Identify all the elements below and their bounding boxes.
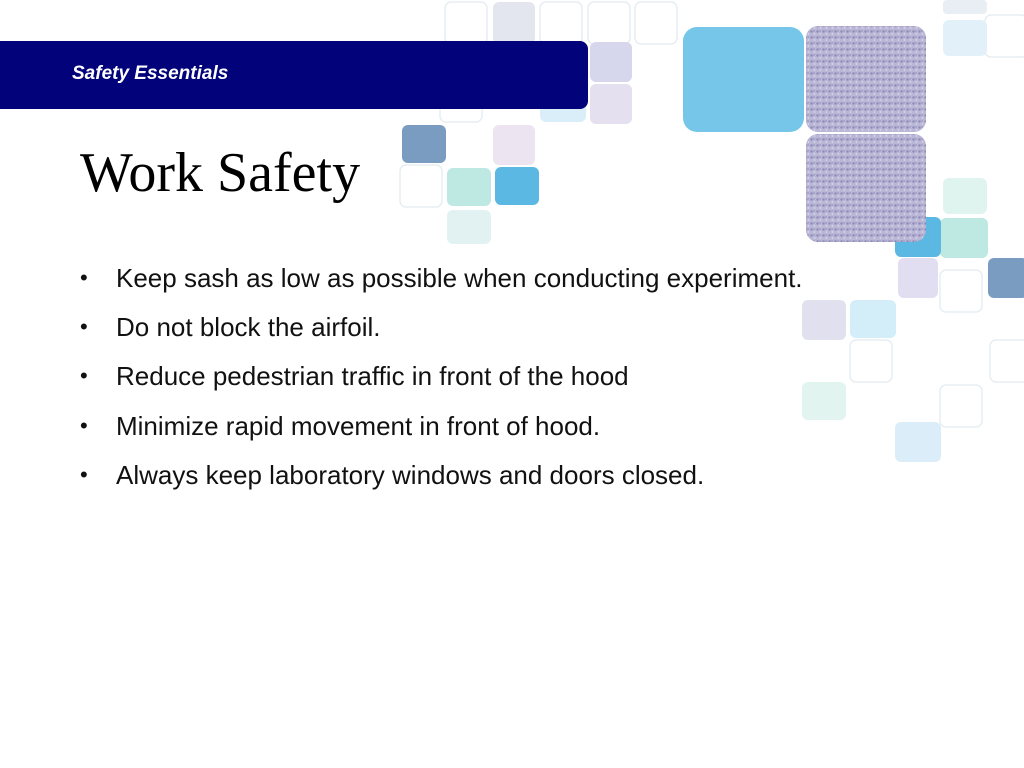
outline-square (540, 2, 582, 44)
accent-square (402, 125, 446, 163)
list-item (76, 457, 956, 506)
accent-square-large (683, 27, 804, 132)
outline-square (400, 165, 442, 207)
accent-square (495, 167, 539, 205)
tint-square (940, 218, 988, 258)
list-item (76, 408, 956, 457)
bullet-text: Do not block the airfoil. (116, 312, 381, 343)
outline-square (588, 2, 630, 44)
list-item (76, 309, 956, 358)
tint-square (943, 178, 987, 214)
bullet-list (76, 260, 956, 506)
bullet-text: Keep sash as low as possible when conducting experiment. (116, 263, 803, 293)
list-item (76, 358, 956, 407)
slide-title: Work Safety (80, 142, 361, 204)
textured-square (806, 134, 926, 242)
bullet-text: Reduce pedestrian traffic in front of the hood (116, 361, 629, 392)
list-item (76, 260, 956, 309)
tint-square (590, 42, 632, 82)
tint-square (943, 0, 987, 14)
tint-square (447, 168, 491, 206)
tint-square (447, 210, 491, 244)
outline-square (635, 2, 677, 44)
accent-square (988, 258, 1024, 298)
bullet-icon: • (80, 461, 88, 487)
tint-square (493, 2, 535, 44)
tint-square (590, 84, 632, 124)
textured-square (806, 26, 926, 132)
outline-square (445, 2, 487, 44)
banner-label: Safety Essentials (72, 63, 229, 84)
bullet-icon: • (80, 363, 88, 389)
bullet-icon: • (80, 314, 88, 340)
outline-square (985, 15, 1024, 57)
outline-square (990, 340, 1024, 382)
bullet-text: Minimize rapid movement in front of hood. (116, 410, 601, 441)
tint-square (943, 20, 987, 56)
bullet-icon: • (80, 412, 88, 438)
bullet-icon: • (80, 265, 88, 290)
bullet-text: Always keep laboratory windows and doors closed. (116, 459, 705, 490)
tint-square (493, 125, 535, 165)
